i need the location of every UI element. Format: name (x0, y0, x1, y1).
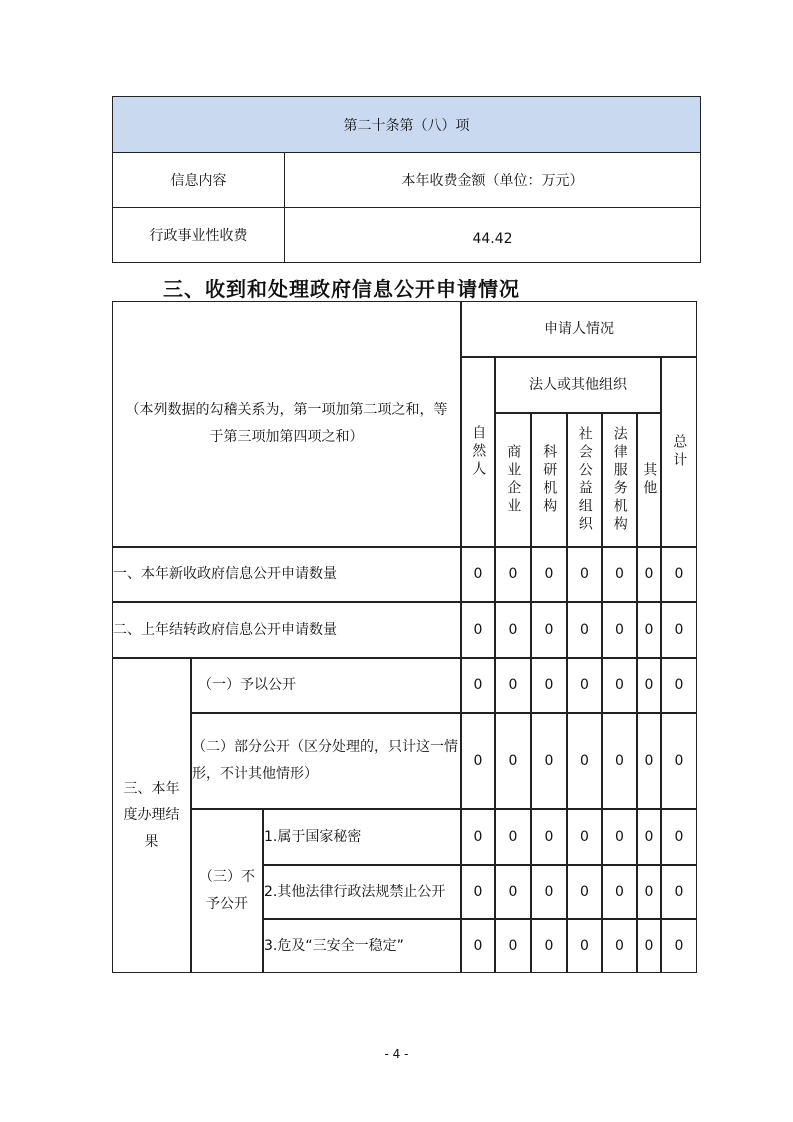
value-cell: 0 (637, 865, 661, 919)
row-carryover-label: 二、上年结转政府信息公开申请数量 (112, 602, 461, 658)
value-cell: 0 (602, 658, 637, 713)
row-law-prohibited-label: 2.其他法律行政法规禁止公开 (263, 865, 461, 919)
value-cell: 0 (602, 602, 637, 658)
application-table (112, 301, 697, 973)
value-cell: 0 (567, 865, 602, 919)
row-security-label: 3.危及“三安全一稳定” (263, 919, 461, 973)
row-results-group: 三、本年度办理结果 (112, 658, 191, 973)
value-cell: 0 (461, 713, 495, 809)
value-cell: 0 (531, 713, 567, 809)
value-cell: 0 (661, 658, 697, 713)
fee-table-header: 第二十条第（八）项 (113, 97, 701, 153)
value-cell: 0 (531, 602, 567, 658)
col-natural-person: 自然人 (461, 357, 495, 547)
value-cell: 0 (637, 919, 661, 973)
note-cell: （本列数据的勾稽关系为，第一项加第二项之和，等于第三项加第四项之和） (112, 301, 461, 547)
applicant-header: 申请人情况 (461, 301, 697, 357)
value-cell: 0 (661, 865, 697, 919)
col-social-welfare: 社会公益组织 (567, 413, 602, 547)
value-cell: 0 (602, 713, 637, 809)
value-cell: 0 (531, 809, 567, 865)
fee-table (112, 96, 701, 263)
admin-fee-value: 44.42 (285, 208, 701, 263)
col-business: 商业企业 (495, 413, 531, 547)
section-heading: 三、收到和处理政府信息公开申请情况 (163, 277, 520, 301)
value-cell: 0 (661, 809, 697, 865)
value-cell: 0 (567, 919, 602, 973)
value-cell: 0 (661, 919, 697, 973)
value-cell: 0 (567, 713, 602, 809)
value-cell: 0 (602, 919, 637, 973)
value-cell: 0 (531, 547, 567, 602)
row-state-secret-label: 1.属于国家秘密 (263, 809, 461, 865)
value-cell: 0 (461, 602, 495, 658)
value-cell: 0 (567, 547, 602, 602)
value-cell: 0 (495, 658, 531, 713)
value-cell: 0 (637, 602, 661, 658)
value-cell: 0 (637, 658, 661, 713)
value-cell: 0 (602, 547, 637, 602)
value-cell: 0 (495, 547, 531, 602)
value-cell: 0 (661, 602, 697, 658)
value-cell: 0 (637, 713, 661, 809)
value-cell: 0 (602, 809, 637, 865)
value-cell: 0 (531, 658, 567, 713)
fee-amount-label: 本年收费金额（单位：万元） (285, 153, 701, 208)
row-disclosed-label: （一）予以公开 (191, 658, 461, 713)
value-cell: 0 (567, 602, 602, 658)
value-cell: 0 (637, 547, 661, 602)
info-content-label: 信息内容 (113, 153, 285, 208)
col-total: 总计 (661, 357, 697, 547)
legal-org-header: 法人或其他组织 (495, 357, 661, 413)
value-cell: 0 (495, 865, 531, 919)
value-cell: 0 (495, 809, 531, 865)
value-cell: 0 (567, 658, 602, 713)
row-partial-disclosed-label: （二）部分公开（区分处理的，只计这一情形，不计其他情形） (191, 713, 461, 809)
value-cell: 0 (461, 919, 495, 973)
value-cell: 0 (495, 602, 531, 658)
value-cell: 0 (495, 919, 531, 973)
col-research: 科研机构 (531, 413, 567, 547)
row-new-requests-label: 一、本年新收政府信息公开申请数量 (112, 547, 461, 602)
row-not-disclosed-group: （三）不予公开 (191, 809, 263, 973)
value-cell: 0 (567, 809, 602, 865)
value-cell: 0 (661, 713, 697, 809)
value-cell: 0 (531, 919, 567, 973)
page-number: - 4 - (384, 1047, 409, 1061)
admin-fee-label: 行政事业性收费 (113, 208, 285, 263)
value-cell: 0 (661, 547, 697, 602)
value-cell: 0 (461, 809, 495, 865)
col-other: 其他 (637, 413, 661, 547)
value-cell: 0 (461, 865, 495, 919)
value-cell: 0 (637, 809, 661, 865)
col-legal-service: 法律服务机构 (602, 413, 637, 547)
value-cell: 0 (602, 865, 637, 919)
value-cell: 0 (495, 713, 531, 809)
value-cell: 0 (461, 658, 495, 713)
value-cell: 0 (531, 865, 567, 919)
value-cell: 0 (461, 547, 495, 602)
